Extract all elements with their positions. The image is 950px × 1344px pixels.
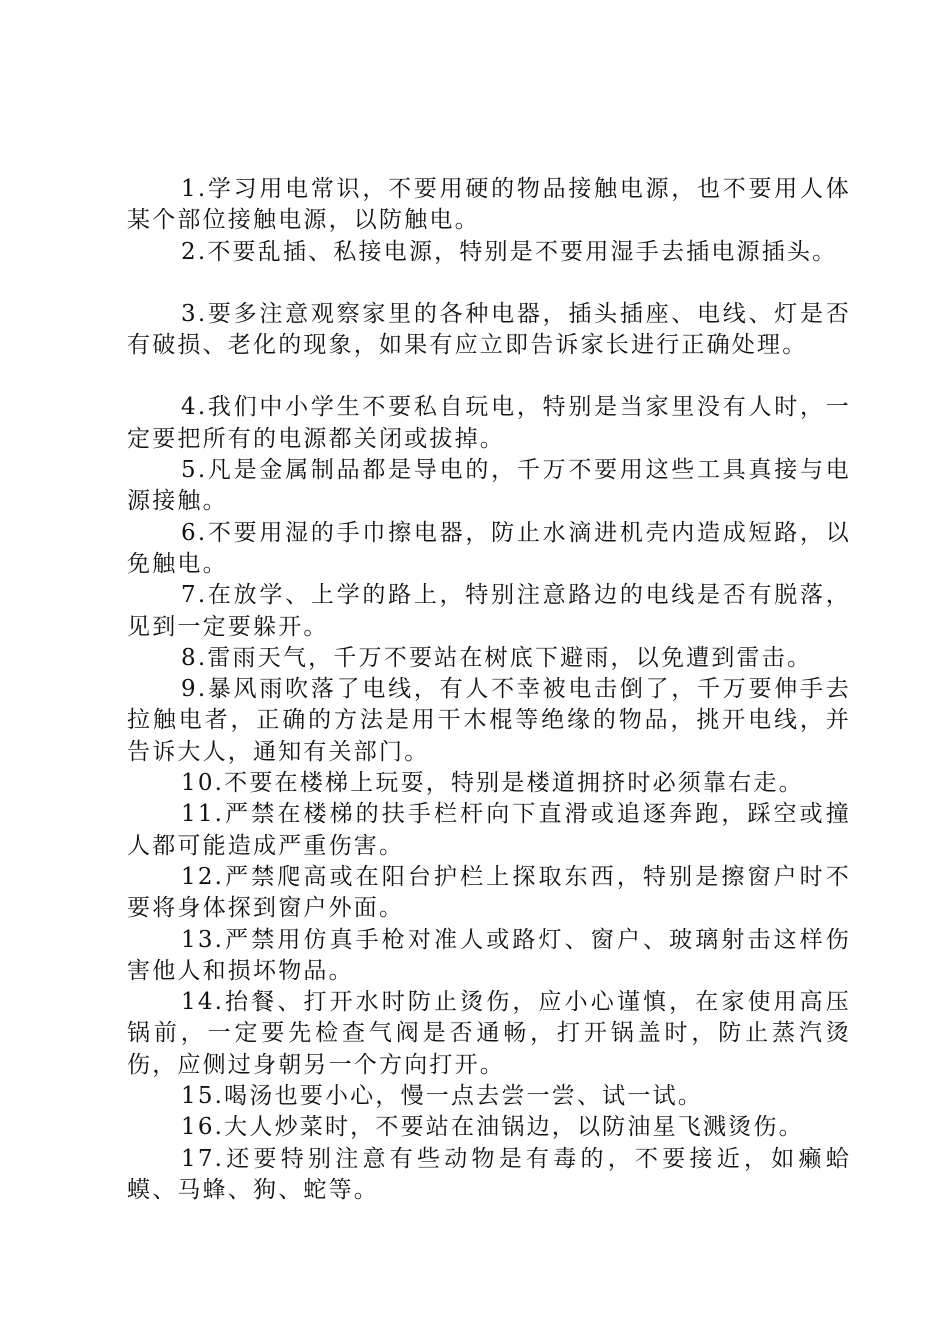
paragraph-16: 16.大人炒菜时，不要站在油锅边，以防油星飞溅烫伤。 [181,1114,804,1141]
paragraph-12: 12.严禁爬高或在阳台护栏上探取东西，特别是擦窗户时不要将身体探到窗户外面。 [127,863,851,922]
paragraph-13: 13.严禁用仿真手枪对准人或路灯、窗户、玻璃射击这样伤害他人和损坏物品。 [127,926,851,984]
paragraph-2: 2.不要乱插、私接电源，特别是不要用湿手去插电源插头。 [181,238,838,265]
paragraph-1: 1.学习用电常识，不要用硬的物品接触电源，也不要用人体某个部位接触电源，以防触电。 [127,176,851,234]
paragraph-7: 7.在放学、上学的路上，特别注意路边的电线是否有脱落，见到一定要躲开。 [127,582,851,640]
document-body [127,174,851,1206]
paragraph-17: 17.还要特别注意有些动物是有毒的，不要接近，如癞蛤蟆、马蜂、狗、蛇等。 [127,1145,851,1203]
paragraph-14: 14.抬餐、打开水时防止烫伤，应小心谨慎，在家使用高压锅前，一定要先检查气阀是否通畅，打开锅盖时，防止蒸汽烫伤，应侧过身朝另一个方向打开。 [127,989,851,1078]
paragraph-5: 5.凡是金属制品都是导电的，千万不要用这些工具真接与电源接触。 [127,457,851,515]
paragraph-6: 6.不要用湿的手巾擦电器，防止水滴进机壳内造成短路，以免触电。 [127,519,851,577]
paragraph-9: 9.暴风雨吹落了电线，有人不幸被电击倒了，千万要伸手去拉触电者，正确的方法是用干木棍等绝缘的物品，挑开电线，并告诉大人，通知有关部门。 [127,676,851,765]
paragraph-4: 4.我们中小学生不要私自玩电，特别是当家里没有人时，一定要把所有的电源都关闭或拔掉。 [127,394,851,452]
paragraph-10: 10.不要在楼梯上玩耍，特别是楼道拥挤时必须靠右走。 [181,770,804,797]
paragraph-15: 15.喝汤也要小心，慢一点去尝一尝、试一试。 [181,1083,703,1110]
paragraph-11: 11.严禁在楼梯的扶手栏杆向下直滑或追逐奔跑，踩空或撞人都可能造成严重伤害。 [127,801,851,859]
paragraph-3: 3.要多注意观察家里的各种电器，插头插座、电线、灯是否有破损、老化的现象，如果有应立即告诉家长进行正确处理。 [127,300,851,359]
paragraph-8: 8.雷雨天气，千万不要站在树底下避雨，以免遭到雷击。 [181,644,813,671]
